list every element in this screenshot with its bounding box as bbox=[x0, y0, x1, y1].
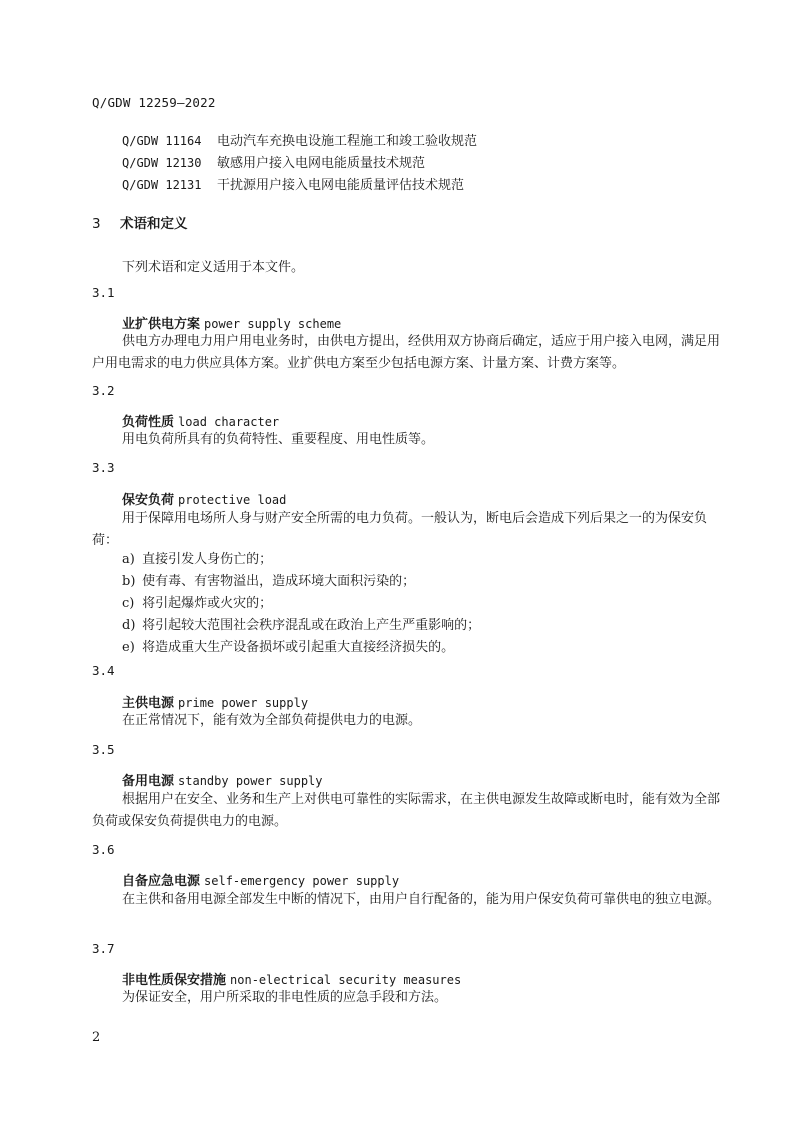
definition-text: 根据用户在安全、业务和生产上对供电可靠性的实际需求，在主供电源发生故障或断电时，能有效为全部负荷或保安负荷提供电力的电源。 bbox=[92, 792, 721, 829]
term-heading bbox=[122, 489, 286, 508]
term-heading bbox=[122, 411, 279, 430]
term-heading bbox=[122, 313, 341, 332]
term-definition bbox=[92, 508, 722, 552]
list-item bbox=[122, 549, 480, 571]
definition-text: 用电负荷所具有的负荷特性、重要程度、用电性质等。 bbox=[122, 432, 435, 447]
definition-text: 在主供和备用电源全部发生中断的情况下，由用户自行配备的，能为用户保安负荷可靠供电的独立电源。 bbox=[122, 892, 721, 907]
reference-item bbox=[122, 130, 477, 152]
reference-title: 敏感用户接入电网电能质量技术规范 bbox=[217, 156, 426, 171]
reference-title: 干扰源用户接入电网电能质量评估技术规范 bbox=[217, 178, 465, 193]
term-zh: 业扩供电方案 bbox=[122, 317, 201, 332]
term-number: 3.5 bbox=[92, 742, 115, 757]
term-number: 3.6 bbox=[92, 842, 115, 857]
list-text: 使有毒、有害物溢出，造成环境大面积污染的； bbox=[142, 574, 416, 589]
normative-references-list bbox=[122, 130, 477, 196]
list-label: a) bbox=[122, 552, 135, 567]
term-heading bbox=[122, 770, 323, 789]
section-intro: 下列术语和定义适用于本文件。 bbox=[122, 260, 305, 275]
page-number: 2 bbox=[92, 1030, 101, 1045]
term-zh: 保安负荷 bbox=[122, 493, 175, 508]
reference-code: Q/GDW 12131 bbox=[122, 178, 202, 192]
term-definition bbox=[92, 789, 722, 833]
definition-text: 在正常情况下，能有效为全部负荷提供电力的电源。 bbox=[122, 713, 422, 728]
term-number: 3.1 bbox=[92, 285, 115, 300]
list-label: b) bbox=[122, 574, 136, 589]
definition-text: 用于保障用电场所人身与财产安全所需的电力负荷。一般认为，断电后会造成下列后果之一的为保安负荷： bbox=[92, 511, 708, 548]
reference-code: Q/GDW 11164 bbox=[122, 134, 202, 148]
section-number: 3 bbox=[92, 216, 101, 232]
list-item bbox=[122, 615, 480, 637]
term-zh: 非电性质保安措施 bbox=[122, 973, 227, 988]
section-title: 术语和定义 bbox=[120, 216, 188, 232]
term-definition bbox=[92, 710, 722, 732]
term-number: 3.2 bbox=[92, 383, 115, 398]
list-label: e) bbox=[122, 640, 135, 655]
reference-item bbox=[122, 152, 477, 174]
definition-text: 供电方办理电力用户用电业务时，由供电方提出，经供用双方协商后确定，适应于用户接入电网，满足用户用电需求的电力供应具体方案。业扩供电方案至少包括电源方案、计量方案、计费方案等。 bbox=[92, 334, 721, 371]
term-zh: 自备应急电源 bbox=[122, 874, 201, 889]
list-item bbox=[122, 593, 480, 615]
list-text: 将引起较大范围社会秩序混乱或在政治上产生严重影响的； bbox=[142, 618, 481, 633]
term-en: power supply scheme bbox=[204, 317, 342, 331]
definition-text: 为保证安全，用户所采取的非电性质的应急手段和方法。 bbox=[122, 990, 448, 1005]
term-definition bbox=[92, 889, 722, 911]
list-item bbox=[122, 571, 480, 593]
list-label: c) bbox=[122, 596, 135, 611]
term-number: 3.7 bbox=[92, 941, 115, 956]
list-label: d) bbox=[122, 618, 136, 633]
term-zh: 负荷性质 bbox=[122, 415, 175, 430]
term-zh: 备用电源 bbox=[122, 774, 175, 789]
term-en: prime power supply bbox=[178, 696, 309, 710]
list-text: 将造成重大生产设备损坏或引起重大直接经济损失的。 bbox=[142, 640, 455, 655]
list-text: 将引起爆炸或火灾的； bbox=[142, 596, 273, 611]
document-id-header: Q/GDW 12259—2022 bbox=[92, 95, 216, 110]
term-number: 3.3 bbox=[92, 460, 115, 475]
term-heading bbox=[122, 870, 399, 889]
reference-code: Q/GDW 12130 bbox=[122, 156, 202, 170]
term-definition bbox=[92, 987, 722, 1009]
list-text: 直接引发人身伤亡的； bbox=[142, 552, 273, 567]
consequence-list bbox=[122, 549, 480, 659]
term-en: non-electrical security measures bbox=[230, 973, 462, 987]
reference-item bbox=[122, 174, 477, 196]
reference-title: 电动汽车充换电设施工程施工和竣工验收规范 bbox=[217, 134, 478, 149]
term-en: self-emergency power supply bbox=[204, 874, 400, 888]
term-en: load character bbox=[178, 415, 280, 429]
term-en: protective load bbox=[178, 493, 287, 507]
term-definition bbox=[92, 429, 722, 451]
section-heading bbox=[92, 212, 188, 232]
list-item bbox=[122, 637, 480, 659]
term-zh: 主供电源 bbox=[122, 696, 175, 711]
term-en: standby power supply bbox=[178, 774, 323, 788]
term-heading bbox=[122, 692, 308, 711]
term-definition bbox=[92, 331, 722, 375]
term-heading bbox=[122, 969, 461, 988]
term-number: 3.4 bbox=[92, 663, 115, 678]
